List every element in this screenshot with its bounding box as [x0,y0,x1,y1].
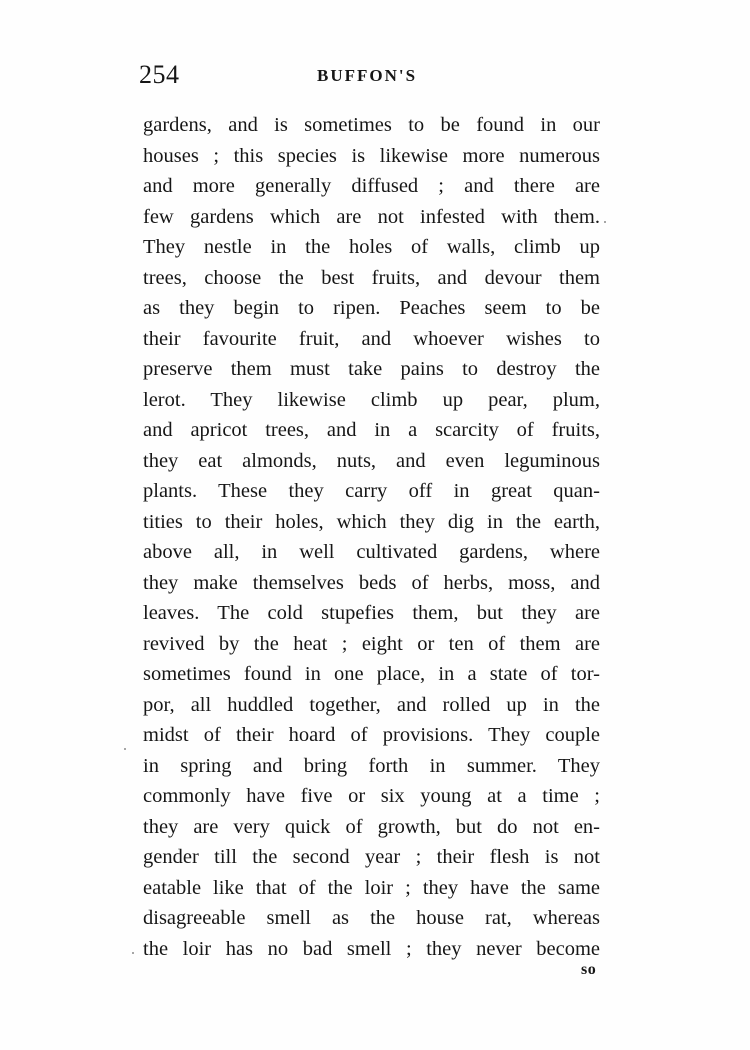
text-line: leaves. The cold stupefies them, but they are [143,602,600,624]
text-line: revived by the heat ; eight or ten of them are [143,632,600,655]
text-line: and more generally diffused ; and there are [143,175,600,197]
text-line: they eat almonds, nuts, and even leguminous [143,449,600,472]
text-line: their favourite fruit, and whoever wishes to [143,327,600,350]
text-line: sometimes found in one place, in a state of tor- [143,663,600,685]
ink-speck [124,748,126,750]
text-line: they are very quick of growth, but do not en- [143,815,600,838]
page-number: 254 [139,60,180,89]
text-line: eatable like that of the loir ; they have the same [143,876,600,899]
text-line: houses ; this species is likewise more numerous [143,144,600,167]
text-line: preserve them must take pains to destroy the [143,358,600,380]
ink-speck [132,952,134,954]
text-line: above all, in well cultivated gardens, where [143,541,600,563]
running-head: BUFFON'S [317,66,418,85]
text-line: por, all huddled together, and rolled up in the [143,693,600,716]
text-line: the loir has no bad smell ; they never become [143,937,600,960]
text-line: gardens, and is sometimes to be found in our [143,114,600,136]
text-line: plants. These they carry off in great quan- [143,480,600,502]
text-line: lerot. They likewise climb up pear, plum, [143,388,600,411]
text-line: They nestle in the holes of walls, climb up [143,236,600,258]
text-line: midst of their hoard of provisions. They couple [143,724,600,746]
text-line: tities to their holes, which they dig in the earth, [143,510,600,533]
text-line: in spring and bring forth in summer. They [143,754,600,777]
text-line: commonly have five or six young at a time ; [143,785,600,807]
text-line: disagreeable smell as the house rat, whereas [143,907,600,929]
text-line: they make themselves beds of herbs, moss, and [143,571,600,594]
text-line: as they begin to ripen. Peaches seem to be [143,297,600,319]
text-line: trees, choose the best fruits, and devour them [143,266,600,289]
text-line: gender till the second year ; their flesh is not [143,846,600,868]
catchword: so [581,961,597,978]
ink-speck [604,221,606,223]
text-line: few gardens which are not infested with them. [143,205,600,228]
text-line: and apricot trees, and in a scarcity of fruits, [143,419,600,441]
body-text [143,110,600,964]
